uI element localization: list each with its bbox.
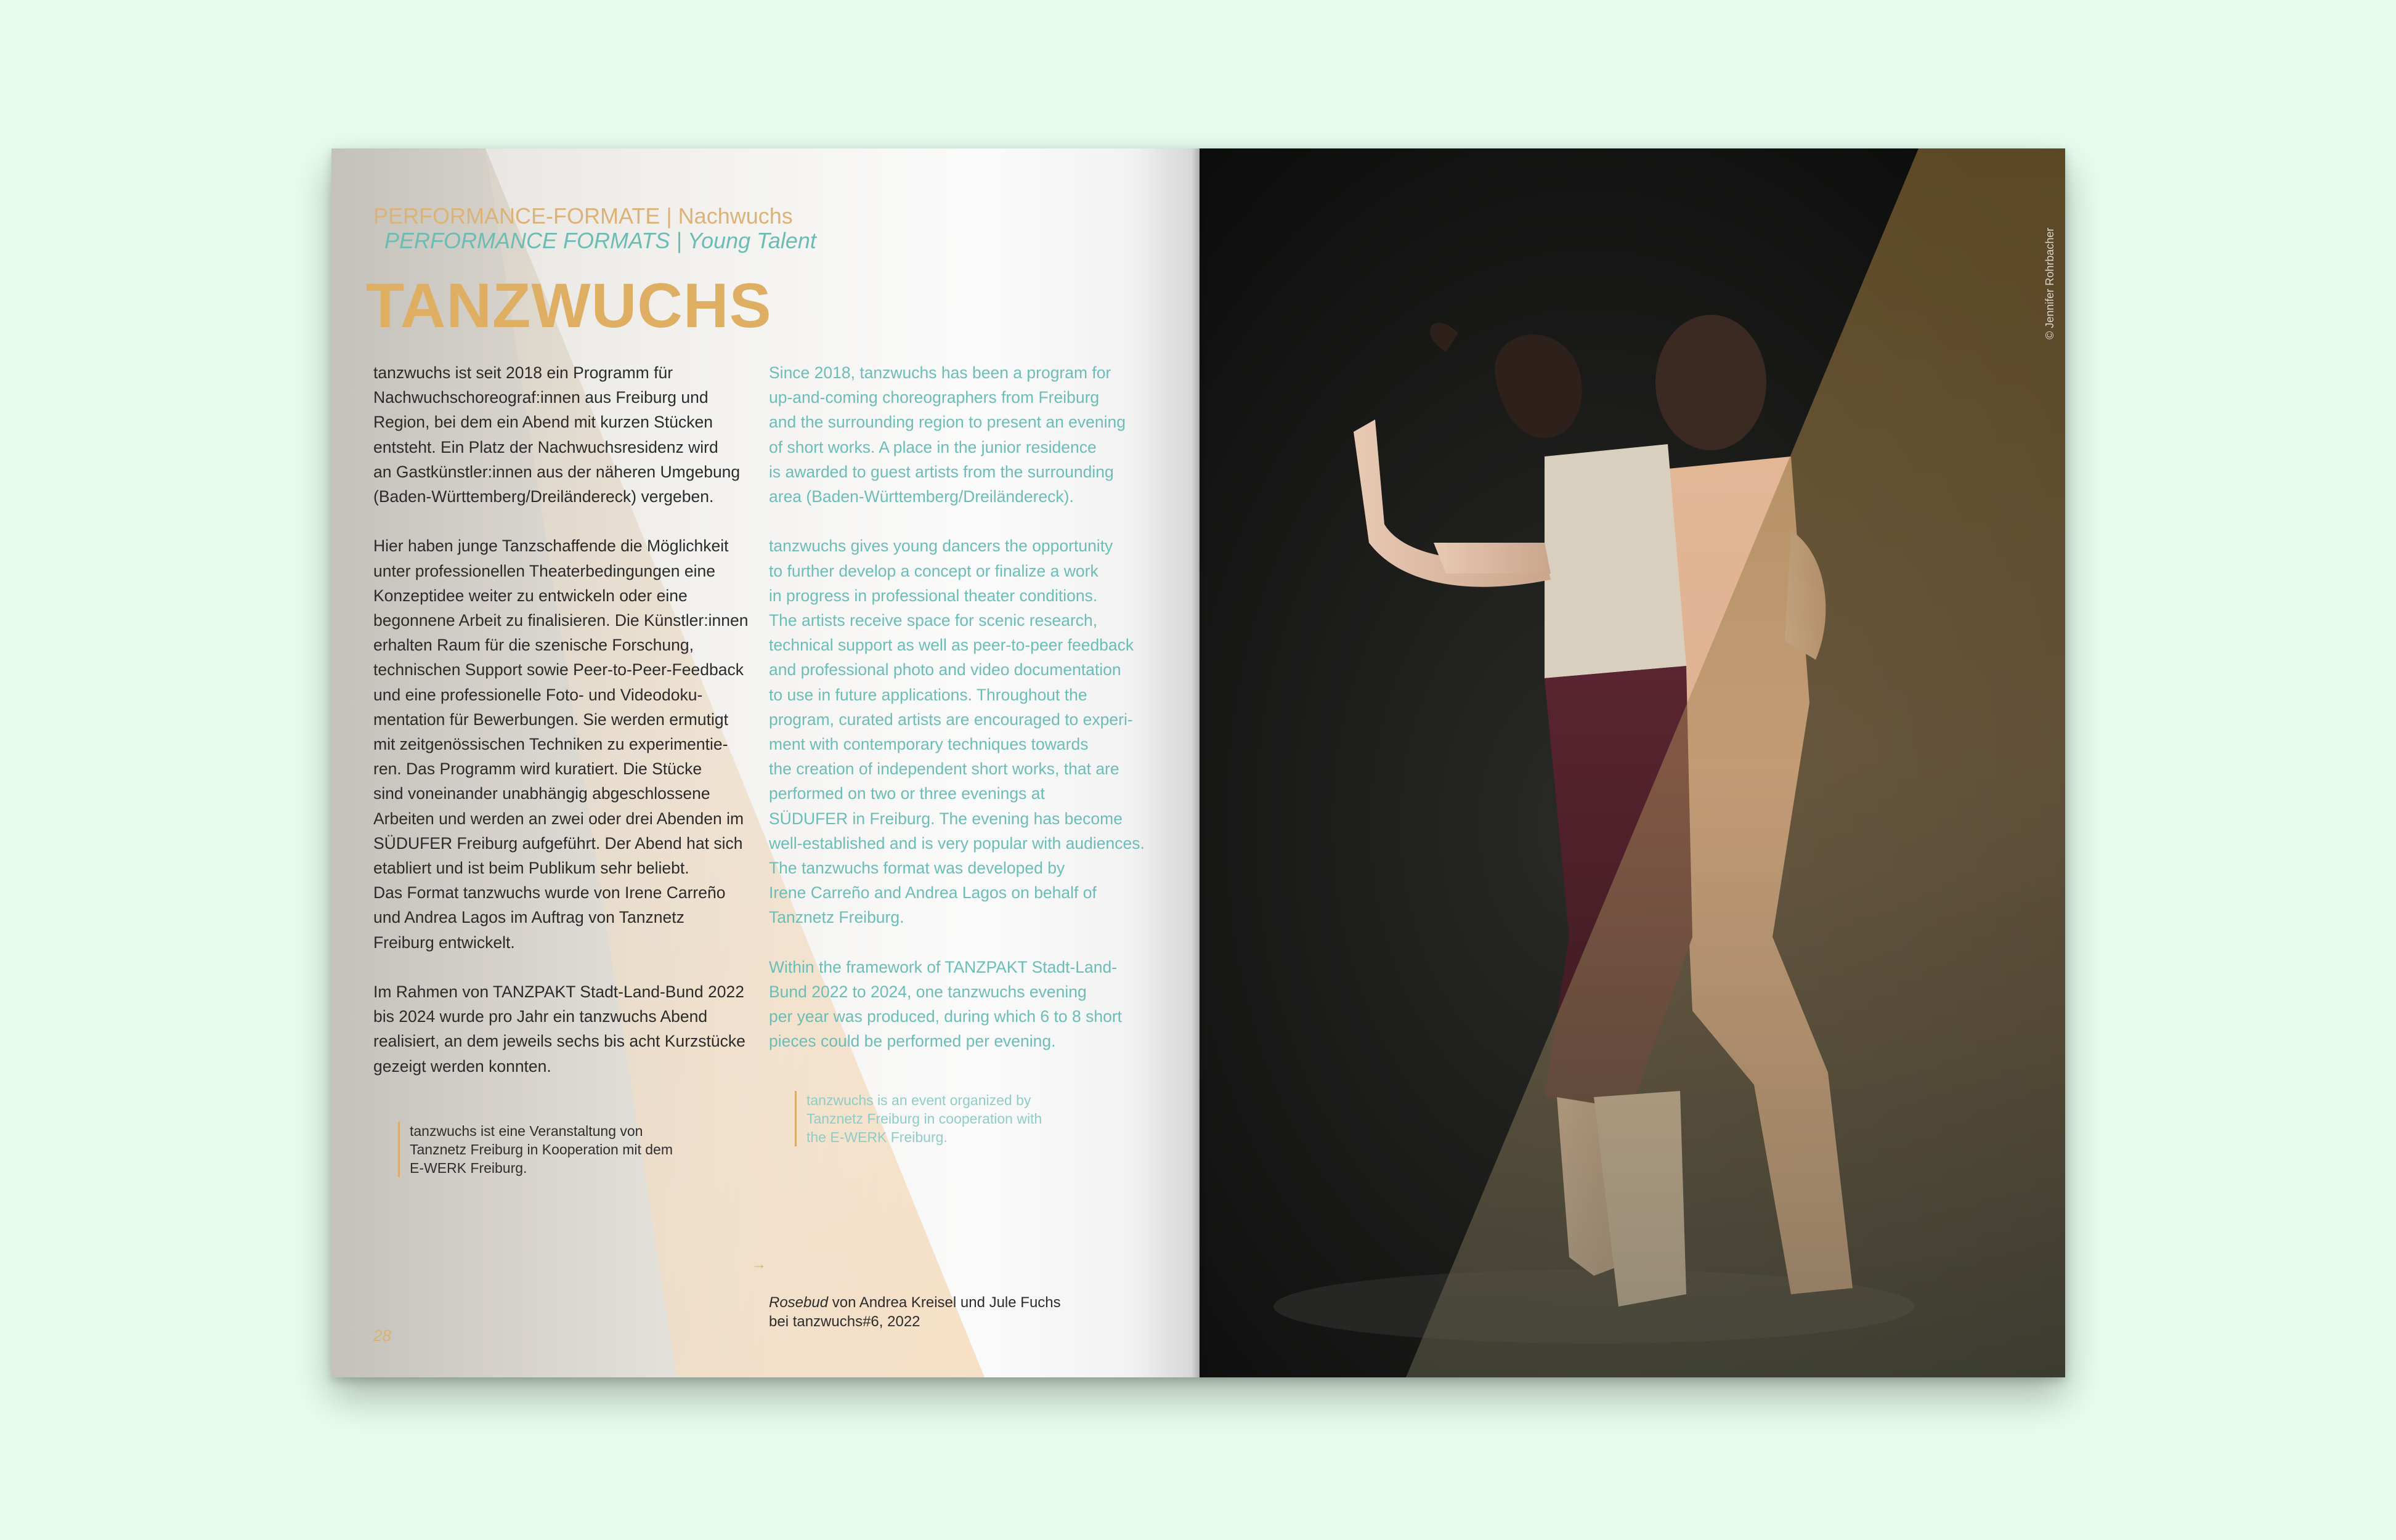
- photo-credit: © Jennifer Rohrbacher: [2044, 227, 2056, 339]
- event-note-en: tanzwuchs is an event organized by Tanznetz Freiburg in cooperation with the E-WERK Freiburg.: [795, 1091, 1042, 1146]
- left-page: [331, 148, 1200, 1377]
- event-note-de: tanzwuchs ist eine Veranstaltung von Tanznetz Freiburg in Kooperation mit dem E-WERK Freiburg.: [398, 1122, 673, 1177]
- caption-work-title: Rosebud: [769, 1294, 829, 1311]
- body-text-de: tanzwuchs ist seit 2018 ein Programm für Nachwuchschoreograf:innen aus Freiburg und Region, bei dem ein Abend mit kurzen Stücken entsteht. Ein Platz der Nachwuchsresidenz wird an Gastkünstler:innen aus der näheren Umgebung (Baden-Württemberg/Dreiländereck) vergeben. Hier haben junge Tanzschaffende die Möglichkeit unter professionellen Theaterbedingungen eine Konzeptidee weiter zu entwickeln oder eine begonnene Arbeit zu finalisieren. Die Künstler:innen erhalten Raum für die szenische Forschung, technischen Support sowie Peer-to-Peer-Feedback und eine professionelle Foto- und Videodoku- mentation für Bewerbungen. Sie werden ermutigt mit zeitgenössischen Techniken zu experimentie- ren. Das Programm wird kuratiert. Die Stücke sind voneinander unabhängig abgeschlossene Arbeiten und werden an zwei oder drei Abenden im SÜDUFER Freiburg aufgeführt. Der Abend hat sich etabliert und ist beim Publikum sehr beliebt. Das Format tanzwuchs wurde von Irene Carreño und Andrea Lagos im Auftrag von Tanznetz Freiburg entwickelt. Im Rahmen von TANZPAKT Stadt-Land-Bund 2022 bis 2024 wurde pro Jahr ein tanzwuchs Abend realisiert, an dem jeweils sechs bis acht Kurzstücke gezeigt werden konnten.: [373, 363, 749, 1076]
- kicker-en: PERFORMANCE FORMATS | Young Talent: [384, 228, 816, 253]
- body-text-en: Since 2018, tanzwuchs has been a program for up-and-coming choreographers from Freiburg and the surrounding region to present an evening of short works. A place in the junior residence is awarded to guest artists from the surrounding area (Baden-Württemberg/Dreiländereck). tanzwuchs gives young dancers the opportunity to further develop a concept or finalize a work in progress in professional theater conditions. The artists receive space for scenic research, technical support as well as peer-to-peer feedback and professional photo and video documentation to use in future applications. Throughout the program, curated artists are encouraged to experi- ment with contemporary techniques towards the creation of independent short works, that are performed on two or three evenings at SÜDUFER in Freiburg. The evening has become well-established and is very popular with audiences. The tanzwuchs format was developed by Irene Carreño and Andrea Lagos on behalf of Tanznetz Freiburg. Within the framework of TANZPAKT Stadt-Land- Bund 2022 to 2024, one tanzwuchs evening per year was produced, during which 6 to 8 short pieces could be performed per evening.: [769, 363, 1145, 1051]
- photo-caption: [752, 1255, 1061, 1350]
- spine-fold: [1192, 148, 1208, 1377]
- page-number: 28: [373, 1326, 391, 1345]
- kicker-de: PERFORMANCE-FORMATE | Nachwuchs: [373, 203, 793, 229]
- caption-event-line: bei tanzwuchs#6, 2022: [769, 1313, 920, 1330]
- right-page: [1200, 148, 2065, 1377]
- caption-credit-line: von Andrea Kreisel und Jule Fuchs: [828, 1294, 1061, 1311]
- dancer-photo: [1200, 148, 2065, 1377]
- arrow-right-icon: →: [752, 1256, 766, 1273]
- page-title: TANZWUCHS: [366, 270, 772, 341]
- magazine-spread: [331, 148, 2065, 1377]
- section-kicker: [373, 204, 816, 253]
